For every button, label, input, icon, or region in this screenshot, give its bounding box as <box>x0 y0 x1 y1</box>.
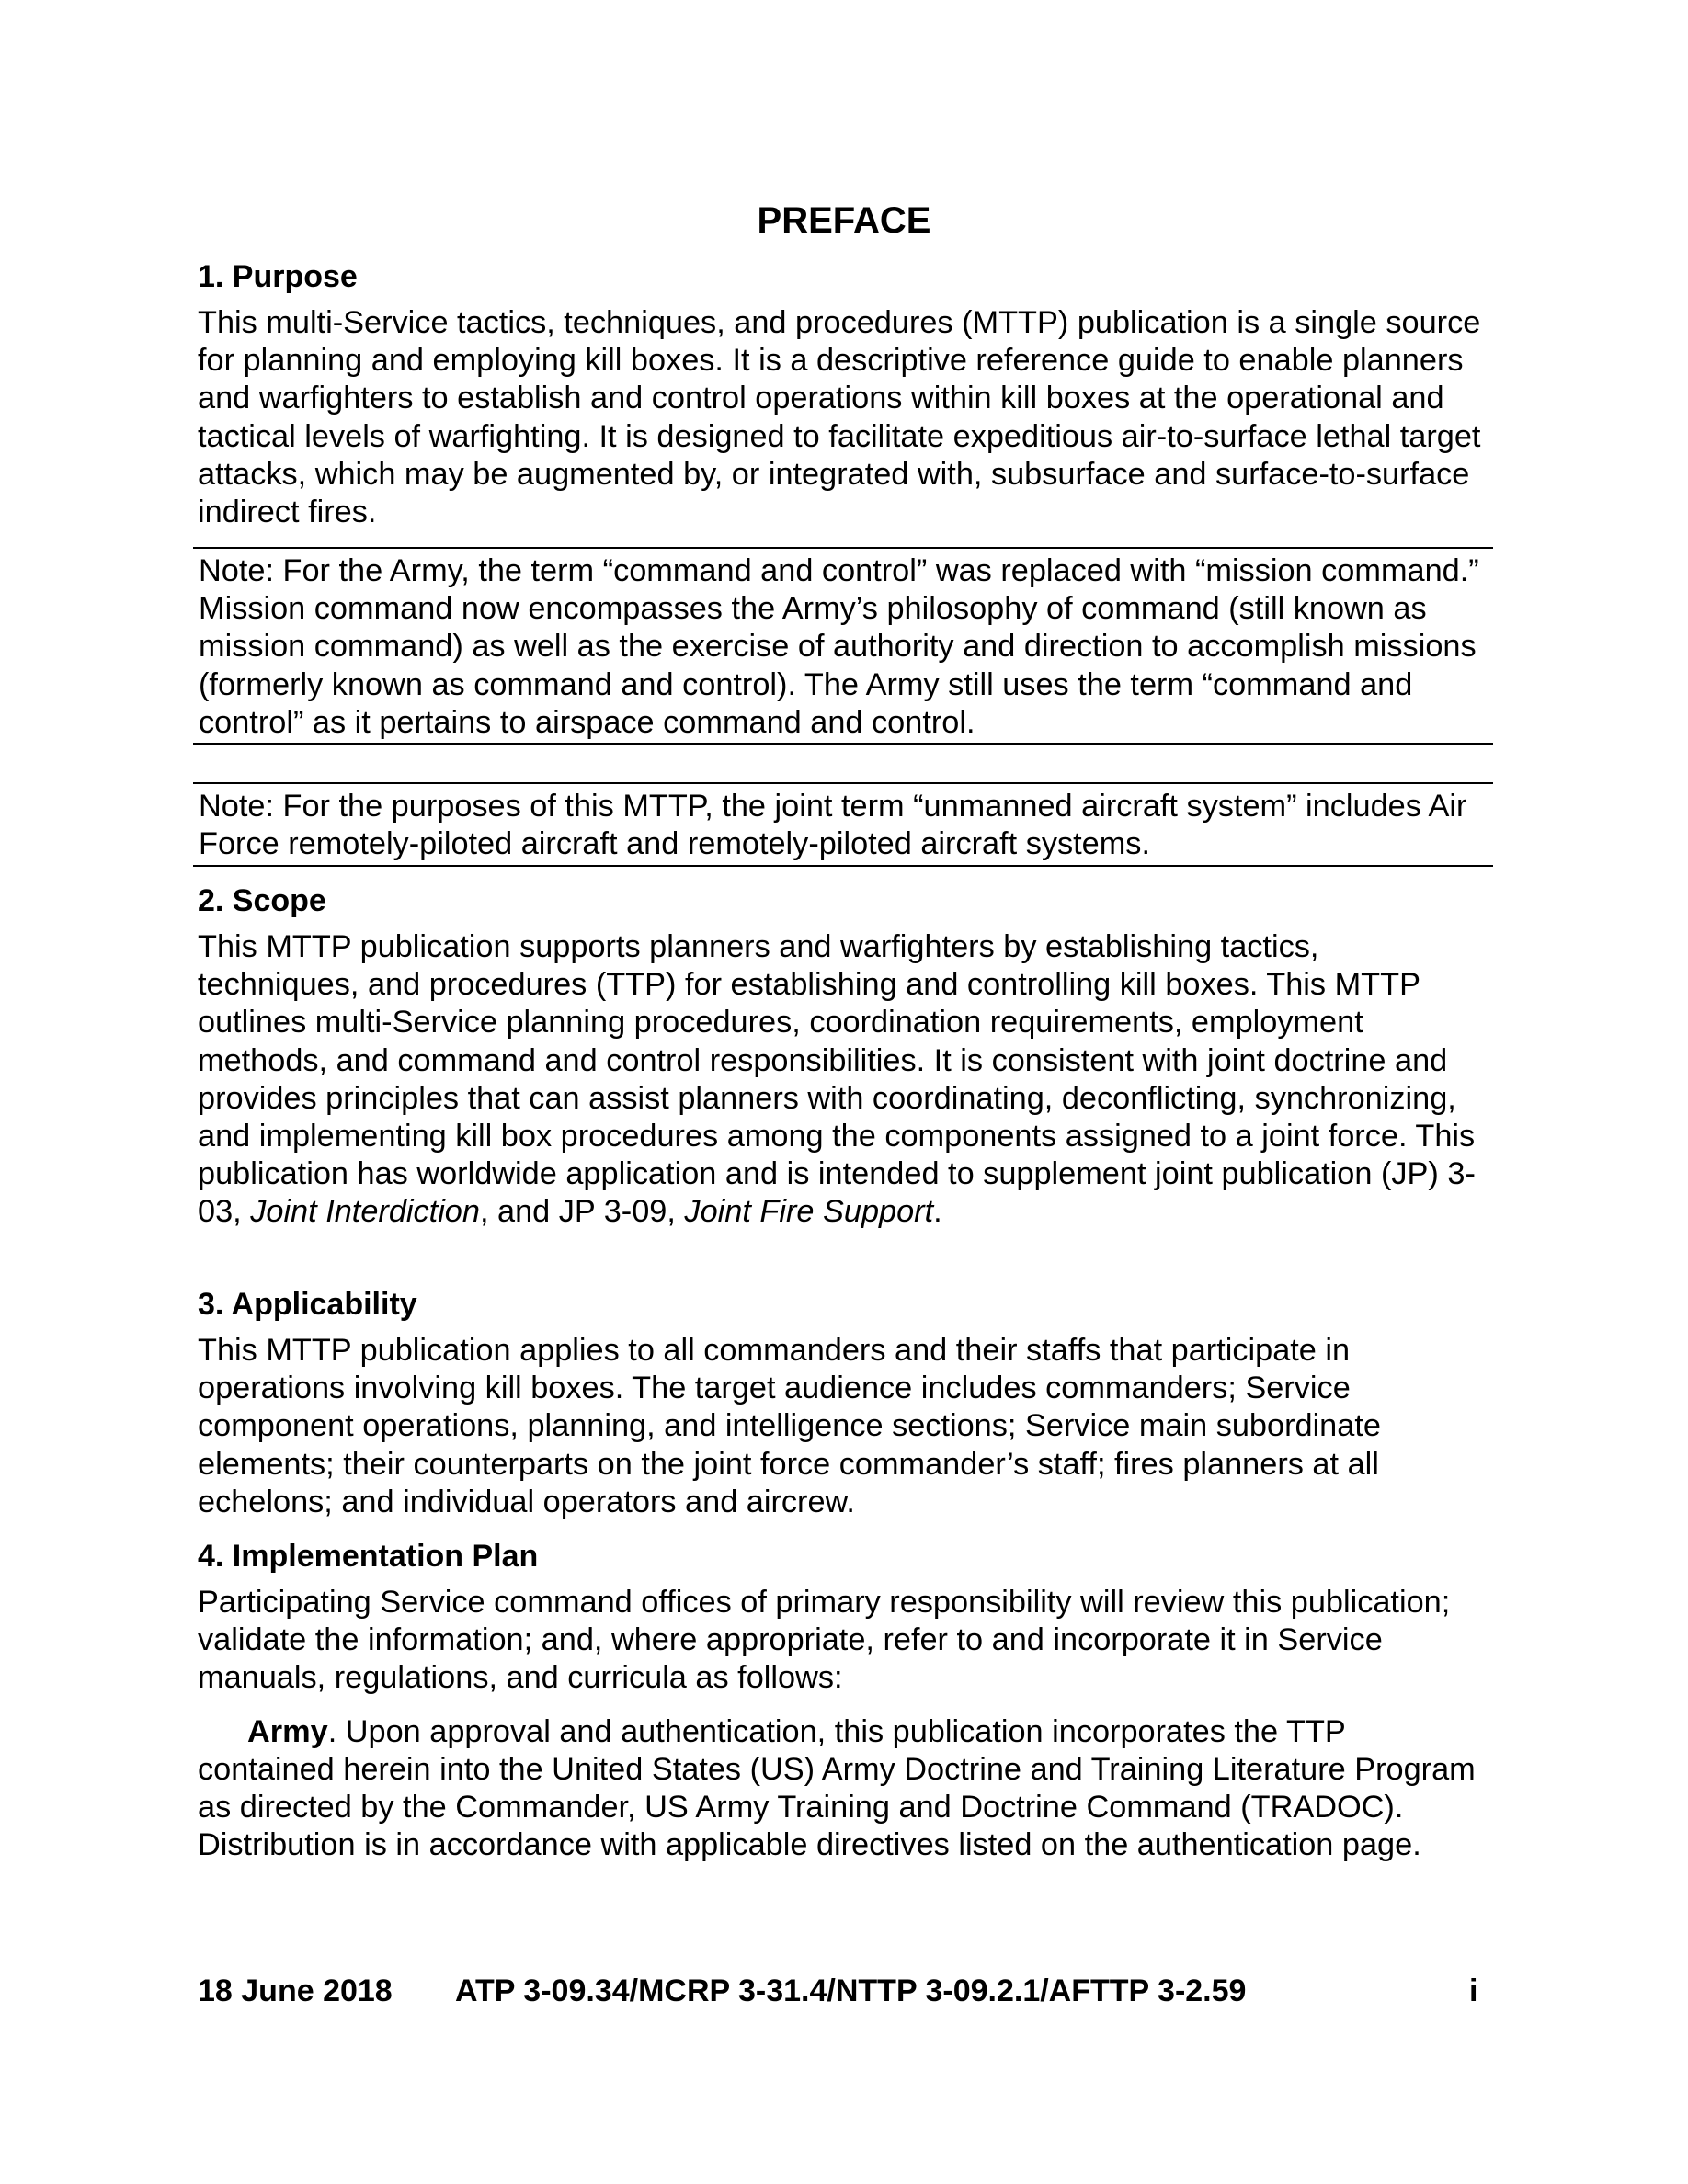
scope-body-main: This MTTP publication supports planners and warfighters by establishing tactics, techniques, and procedures (TTP) for establishing and controlling kill boxes. This MTTP outlines multi-Service planning procedures, coordination requirements, employment methods, and command and control responsibilities. It is consistent with joint doctrine and provides principles that can assist planners with coordinating, deconflicting, synchronizing, and implementing kill box procedures among the components assigned to a joint force. This publication has worldwide application and is intended to supplement joint publication (JP) 3-03, <box>198 929 1476 1230</box>
note-mission-command <box>193 547 1493 745</box>
scope-ref-joint-interdiction: Joint Interdiction <box>250 1194 480 1230</box>
footer-date: 18 June 2018 <box>198 1974 393 2008</box>
implementation-heading: 4. Implementation Plan <box>198 1539 539 1574</box>
scope-heading: 2. Scope <box>198 883 326 918</box>
implementation-body: Participating Service command offices of primary responsibility will review this publication; validate the information; and, where appropriate, refer to and incorporate it in Service manuals, regulations, and curricula as follows: <box>198 1585 1451 1696</box>
note-unmanned-aircraft <box>193 782 1493 867</box>
implementation-section <box>198 1536 1485 1864</box>
army-body: . Upon approval and authentication, this publication incorporates the TTP contained herein into the United States (US) Army Doctrine and Training Literature Program as directed by the Commander, US Army Training and Doctrine Command (TRADOC). Distribution is in accordance with applicable directives listed on the authentication page. <box>198 1713 1476 1863</box>
applicability-body: This MTTP publication applies to all commanders and their staffs that participate in operations involving kill boxes. The target audience includes commanders; Service component operations, planning, and intelligence sections; Service main subordinate elements; their counterparts on the joint force commander’s staff; fires planners at all echelons; and individual operators and aircrew. <box>198 1333 1381 1519</box>
army-label: Army <box>247 1713 328 1749</box>
implementation-army-paragraph <box>198 1713 1485 1865</box>
scope-body-mid: , and JP 3-09, <box>479 1194 685 1230</box>
page-title: PREFACE <box>757 200 931 241</box>
applicability-section <box>198 1284 1485 1521</box>
footer-page-number: i <box>1469 1974 1478 2008</box>
footer-publication: ATP 3-09.34/MCRP 3-31.4/NTTP 3-09.2.1/AFTTP 3-2.59 <box>455 1974 1247 2008</box>
note-mission-command-text: Note: For the Army, the term “command and control” was replaced with “mission command.” Mission command now encompasses the Army’s philosophy of command (still known as mission command) as well as the exercise of authority and direction to accomplish missions (formerly known as command and control). The Army still uses the term “command and control” as it pertains to airspace command and control. <box>199 553 1479 740</box>
note-unmanned-aircraft-text: Note: For the purposes of this MTTP, the joint term “unmanned aircraft system” includes Air Force remotely-piloted aircraft and remotely-piloted aircraft systems. <box>199 789 1467 862</box>
applicability-heading: 3. Applicability <box>198 1287 417 1322</box>
scope-body <box>198 928 1485 1232</box>
scope-ref-joint-fire-support: Joint Fire Support <box>684 1194 934 1230</box>
purpose-body: This multi-Service tactics, techniques, and procedures (MTTP) publication is a single source for planning and employing kill boxes. It is a descriptive reference guide to enable planners and warfighters to establish and control operations within kill boxes at the operational and tactical levels of warfighting. It is designed to facilitate expeditious air-to-surface lethal target attacks, which may be augmented by, or integrated with, subsurface and surface-to-surface indirect fires. <box>198 305 1481 530</box>
purpose-section <box>198 256 1485 531</box>
scope-body-end: . <box>933 1194 942 1230</box>
purpose-heading: 1. Purpose <box>198 259 358 294</box>
scope-section <box>198 881 1485 1232</box>
